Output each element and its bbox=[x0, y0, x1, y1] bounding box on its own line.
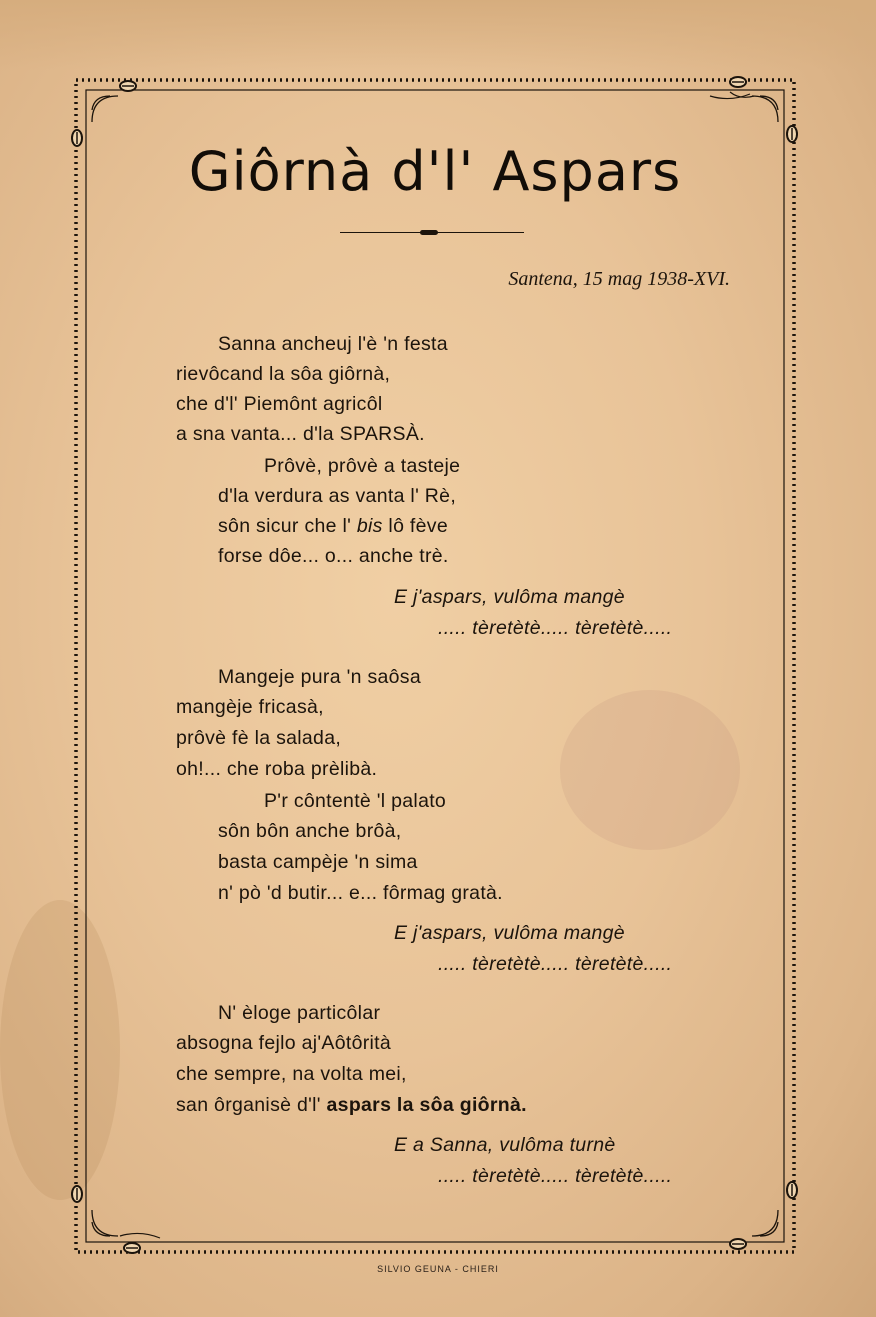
verse-line: d'la verdura as vanta l' Rè, bbox=[218, 485, 457, 507]
verse-line: rievôcand la sôa giôrnà, bbox=[176, 363, 391, 385]
refrain-line: ..... tèretètè..... tèretètè..... bbox=[438, 1165, 673, 1187]
dateline: Santena, 15 mag 1938-XVI. bbox=[508, 268, 730, 290]
refrain-line: ..... tèretètè..... tèretètè..... bbox=[438, 953, 673, 975]
verse-line: prôvè fè la salada, bbox=[176, 727, 342, 749]
verse-line: Prôvè, prôvè a tasteje bbox=[264, 455, 461, 477]
refrain-line: E j'aspars, vulôma mangè bbox=[394, 586, 625, 608]
poem-title: Giôrnà d'l' Aspars bbox=[188, 140, 682, 203]
verse-line: N' èloge particôlar bbox=[218, 1002, 381, 1024]
verse-line: basta campèje 'n sima bbox=[218, 851, 418, 873]
verse-italic: bis bbox=[356, 515, 383, 537]
verse-line: Mangeje pura 'n saôsa bbox=[218, 666, 421, 688]
verse-line bbox=[176, 423, 425, 446]
verse-line: che d'l' Piemônt agricôl bbox=[176, 393, 383, 415]
refrain-line: E a Sanna, vulôma turnè bbox=[394, 1134, 616, 1156]
verse-line: sôn bôn anche brôà, bbox=[218, 820, 402, 842]
divider-ornament bbox=[420, 230, 438, 235]
verse-text: a sna vanta... d'la bbox=[176, 423, 340, 445]
verse-line: oh!... che roba prèlibà. bbox=[176, 758, 378, 780]
verse-line: forse dôe... o... anche trè. bbox=[218, 545, 449, 567]
verse-line: absogna fejlo aj'Aôtôrità bbox=[176, 1032, 392, 1054]
verse-line bbox=[176, 1094, 527, 1117]
printer-imprint: SILVIO GEUNA - CHIERI bbox=[377, 1264, 499, 1274]
refrain-line: E j'aspars, vulôma mangè bbox=[394, 922, 625, 944]
verse-text: san ôrganisè d'l' bbox=[176, 1094, 327, 1116]
verse-line: che sempre, na volta mei, bbox=[176, 1063, 407, 1085]
refrain-line: ..... tèretètè..... tèretètè..... bbox=[438, 617, 673, 639]
verse-bold: aspars la sôa giôrnà. bbox=[326, 1094, 527, 1116]
verse-line: P'r côntentè 'l palato bbox=[264, 790, 447, 812]
verse-line: n' pò 'd butir... e... fôrmag gratà. bbox=[218, 882, 503, 904]
verse-line: mangèje fricasà, bbox=[176, 696, 324, 718]
verse-text: sôn sicur che l' bbox=[218, 515, 357, 537]
verse-line: Sanna ancheuj l'è 'n festa bbox=[218, 333, 448, 355]
verse-text: lô fève bbox=[382, 515, 448, 537]
verse-line bbox=[218, 515, 448, 538]
verse-emphasis: SPARSÀ. bbox=[339, 423, 425, 445]
